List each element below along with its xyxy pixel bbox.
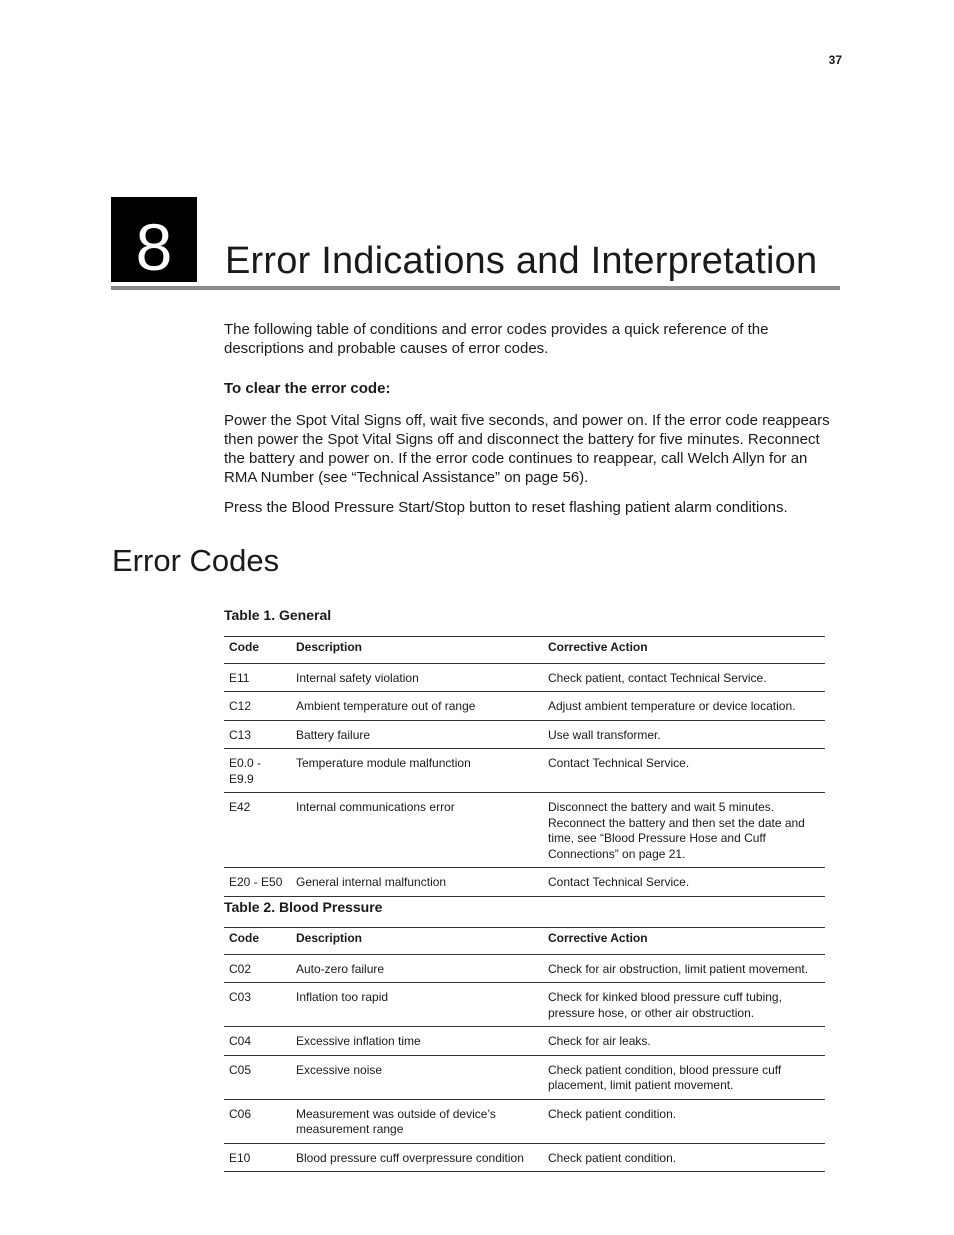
- cell-code: C13: [224, 720, 291, 749]
- header-description: Description: [291, 637, 543, 664]
- chapter-title-rule: [111, 286, 840, 290]
- reset-alarm-paragraph: Press the Blood Pressure Start/Stop button to reset flashing patient alarm conditions.: [224, 499, 788, 516]
- table-row: [224, 1027, 825, 1056]
- cell-code: E0.0 - E9.9: [224, 749, 291, 793]
- cell-description: Blood pressure cuff overpressure condition: [291, 1143, 543, 1172]
- cell-corrective-action: Contact Technical Service.: [543, 749, 825, 793]
- table-row: [224, 868, 825, 897]
- header-corrective-action: Corrective Action: [543, 637, 825, 664]
- table-row: [224, 793, 825, 868]
- table-header-row: [224, 928, 825, 955]
- general-error-table: [224, 636, 825, 897]
- blood-pressure-error-table: [224, 927, 825, 1172]
- header-description: Description: [291, 928, 543, 955]
- cell-corrective-action: Check for air obstruction, limit patient movement.: [543, 954, 825, 983]
- cell-corrective-action: Check patient condition.: [543, 1099, 825, 1143]
- cell-description: Auto-zero failure: [291, 954, 543, 983]
- chapter-number: 8: [135, 210, 173, 284]
- table-row: [224, 1055, 825, 1099]
- clear-error-heading: To clear the error code:: [224, 380, 391, 397]
- chapter-title: Error Indications and Interpretation: [225, 240, 818, 282]
- cell-corrective-action: Check for air leaks.: [543, 1027, 825, 1056]
- cell-code: C04: [224, 1027, 291, 1056]
- cell-description: Battery failure: [291, 720, 543, 749]
- table-row: [224, 1143, 825, 1172]
- cell-corrective-action: Check patient, contact Technical Service.: [543, 663, 825, 692]
- cell-corrective-action: Check for kinked blood pressure cuff tubing, pressure hose, or other air obstruction.: [543, 983, 825, 1027]
- chapter-number-box: [111, 197, 197, 282]
- cell-description: Excessive inflation time: [291, 1027, 543, 1056]
- header-code: Code: [224, 928, 291, 955]
- table-header-row: [224, 637, 825, 664]
- header-code: Code: [224, 637, 291, 664]
- cell-description: Measurement was outside of device’s measurement range: [291, 1099, 543, 1143]
- cell-description: Excessive noise: [291, 1055, 543, 1099]
- cell-corrective-action: Check patient condition, blood pressure cuff placement, limit patient movement.: [543, 1055, 825, 1099]
- section-title: Error Codes: [112, 543, 280, 578]
- table-row: [224, 983, 825, 1027]
- table-caption-blood-pressure: Table 2. Blood Pressure: [224, 899, 383, 915]
- cell-description: Inflation too rapid: [291, 983, 543, 1027]
- table-row: [224, 1099, 825, 1143]
- clear-error-paragraph: Power the Spot Vital Signs off, wait five seconds, and power on. If the error code reappears then power the Spot Vital Signs off and disconnect the battery for five minutes. Reconnect the battery and power on. If the error code continues to reappear, call Welch Allyn for an RMA Number (see “Technical Assistance” on page 56).: [224, 412, 830, 486]
- cell-description: General internal malfunction: [291, 868, 543, 897]
- cell-corrective-action: Disconnect the battery and wait 5 minutes. Reconnect the battery and then set the date and time, see “Blood Pressure Hose and Cuff Connections” on page 21.: [543, 793, 825, 868]
- cell-description: Temperature module malfunction: [291, 749, 543, 793]
- cell-description: Internal safety violation: [291, 663, 543, 692]
- table-row: [224, 692, 825, 721]
- cell-code: E11: [224, 663, 291, 692]
- cell-corrective-action: Use wall transformer.: [543, 720, 825, 749]
- cell-corrective-action: Contact Technical Service.: [543, 868, 825, 897]
- intro-paragraph: The following table of conditions and error codes provides a quick reference of the descriptions and probable causes of error codes.: [224, 321, 769, 357]
- page-number: 37: [828, 53, 842, 67]
- header-corrective-action: Corrective Action: [543, 928, 825, 955]
- cell-code: E20 - E50: [224, 868, 291, 897]
- cell-code: C06: [224, 1099, 291, 1143]
- cell-description: Internal communications error: [291, 793, 543, 868]
- table-row: [224, 663, 825, 692]
- cell-code: C12: [224, 692, 291, 721]
- cell-corrective-action: Adjust ambient temperature or device location.: [543, 692, 825, 721]
- cell-code: C05: [224, 1055, 291, 1099]
- table-row: [224, 954, 825, 983]
- cell-code: E10: [224, 1143, 291, 1172]
- cell-description: Ambient temperature out of range: [291, 692, 543, 721]
- cell-code: E42: [224, 793, 291, 868]
- cell-code: C02: [224, 954, 291, 983]
- table-row: [224, 720, 825, 749]
- cell-code: C03: [224, 983, 291, 1027]
- table-caption-general: Table 1. General: [224, 607, 332, 623]
- cell-corrective-action: Check patient condition.: [543, 1143, 825, 1172]
- table-row: [224, 749, 825, 793]
